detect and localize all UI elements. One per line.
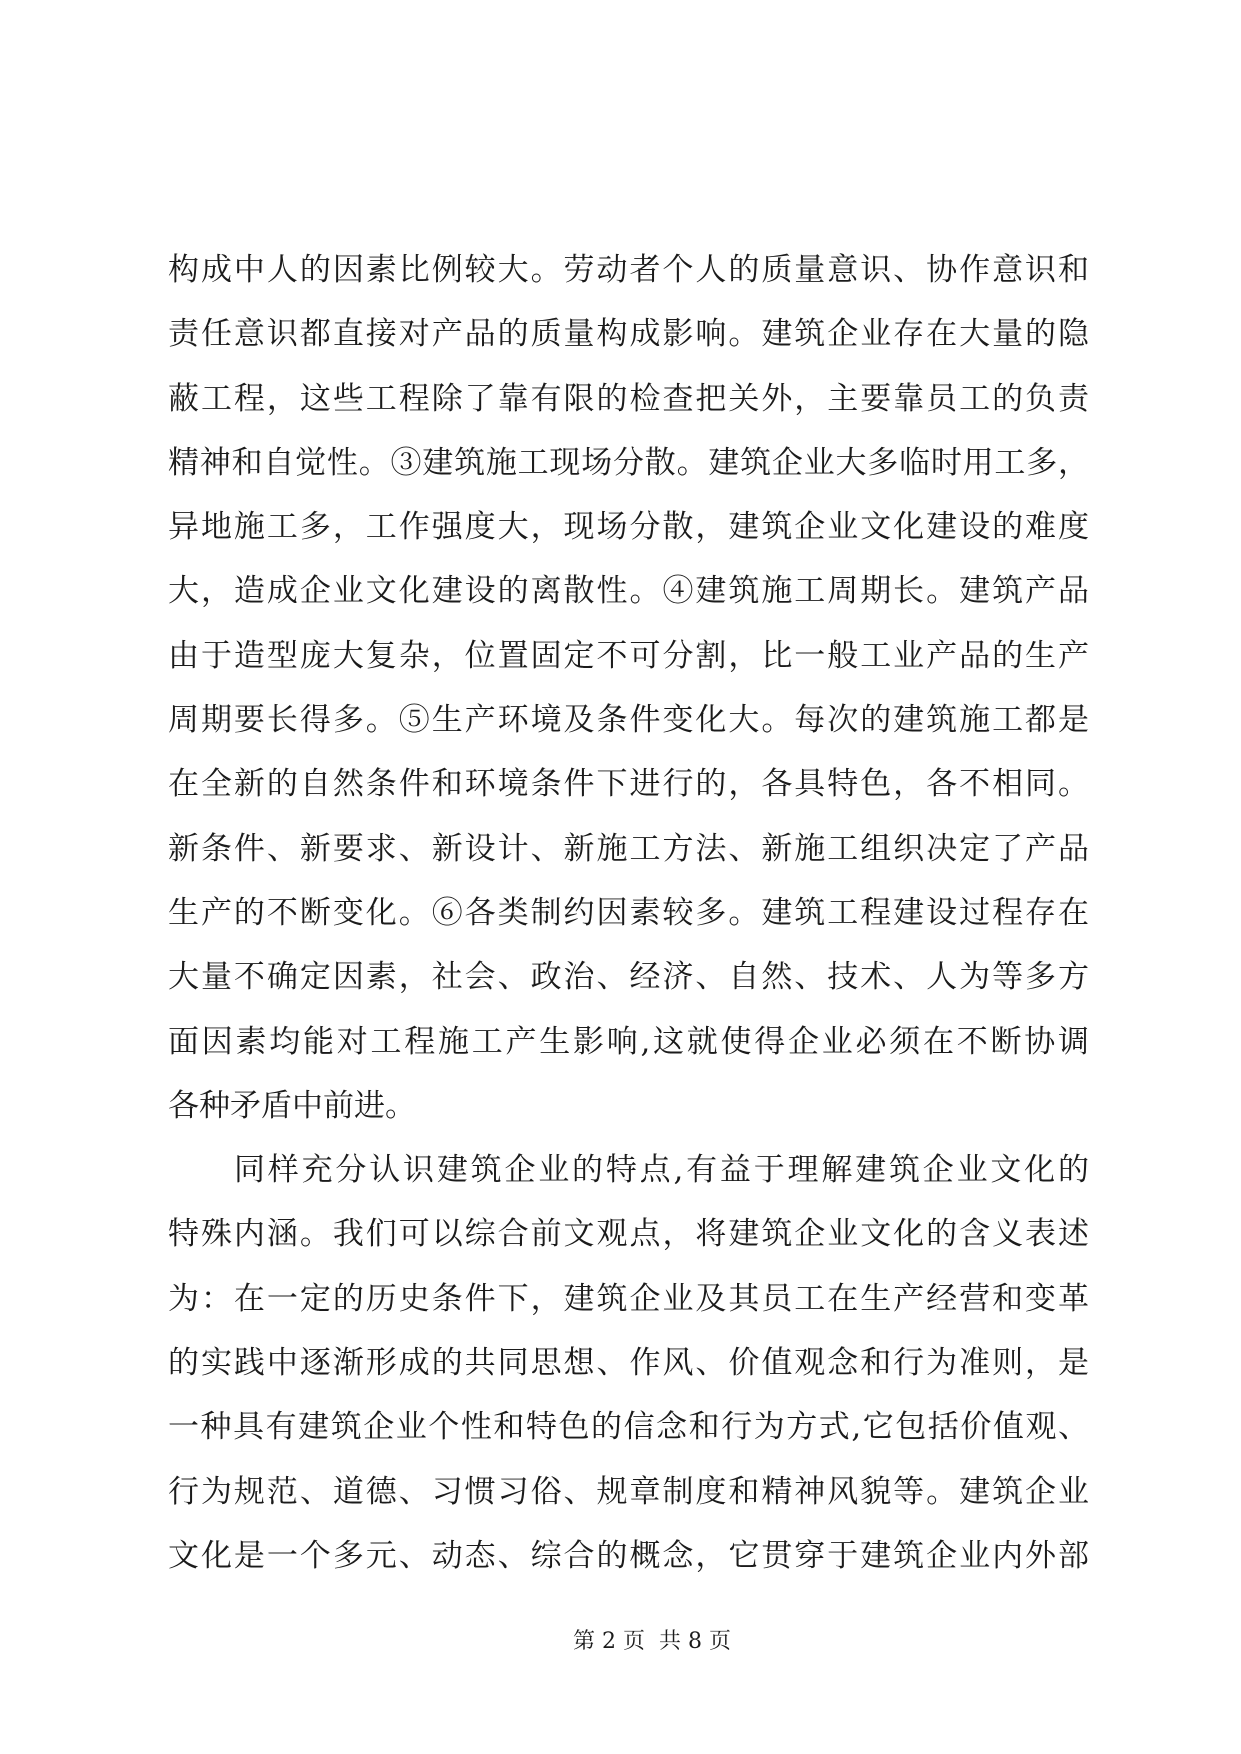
text-line: 蔽工程，这些工程除了靠有限的检查把关外，主要靠员工的负责: [168, 380, 1089, 417]
text-line: 一种具有建筑企业个性和特色的信念和行为方式,它包括价值观、: [168, 1409, 1089, 1446]
text-line: 精神和自觉性。③建筑施工现场分散。建筑企业大多临时用工多，: [168, 444, 1089, 481]
text-line: 的实践中逐渐形成的共同思想、作风、价值观念和行为准则，是: [168, 1345, 1089, 1382]
text-line: 生产的不断变化。⑥各类制约因素较多。建筑工程建设过程存在: [168, 894, 1089, 931]
text-line: 异地施工多，工作强度大，现场分散，建筑企业文化建设的难度: [168, 509, 1089, 546]
text-line: 责任意识都直接对产品的质量构成影响。建筑企业存在大量的隐: [168, 316, 1089, 353]
text-line: 各种矛盾中前进。: [168, 1087, 416, 1124]
text-line: 同样充分认识建筑企业的特点,有益于理解建筑企业文化的: [234, 1152, 1089, 1189]
text-line: 特殊内涵。我们可以综合前文观点，将建筑企业文化的含义表述: [168, 1216, 1089, 1253]
text-line: 面因素均能对工程施工产生影响,这就使得企业必须在不断协调: [168, 1023, 1089, 1060]
text-line: 构成中人的因素比例较大。劳动者个人的质量意识、协作意识和: [168, 252, 1089, 288]
text-line: 大量不确定因素，社会、政治、经济、自然、技术、人为等多方: [168, 959, 1089, 996]
text-line: 由于造型庞大复杂，位置固定不可分割，比一般工业产品的生产: [168, 637, 1089, 674]
page-footer: 第 2 页 共 8 页: [573, 1629, 731, 1654]
document-body: [168, 238, 1089, 1588]
text-line: 大，造成企业文化建设的离散性。④建筑施工周期长。建筑产品: [168, 573, 1089, 610]
paragraph: [168, 1138, 1089, 1588]
paragraph: [168, 238, 1089, 1138]
text-line: 新条件、新要求、新设计、新施工方法、新施工组织决定了产品: [168, 830, 1089, 867]
text-line: 文化是一个多元、动态、综合的概念，它贯穿于建筑企业内外部: [168, 1537, 1089, 1574]
text-line: 周期要长得多。⑤生产环境及条件变化大。每次的建筑施工都是: [168, 702, 1089, 739]
text-line: 为：在一定的历史条件下，建筑企业及其员工在生产经营和变革: [168, 1280, 1089, 1317]
text-line: 在全新的自然条件和环境条件下进行的，各具特色，各不相同。: [168, 766, 1089, 803]
text-line: 行为规范、道德、习惯习俗、规章制度和精神风貌等。建筑企业: [168, 1473, 1089, 1510]
